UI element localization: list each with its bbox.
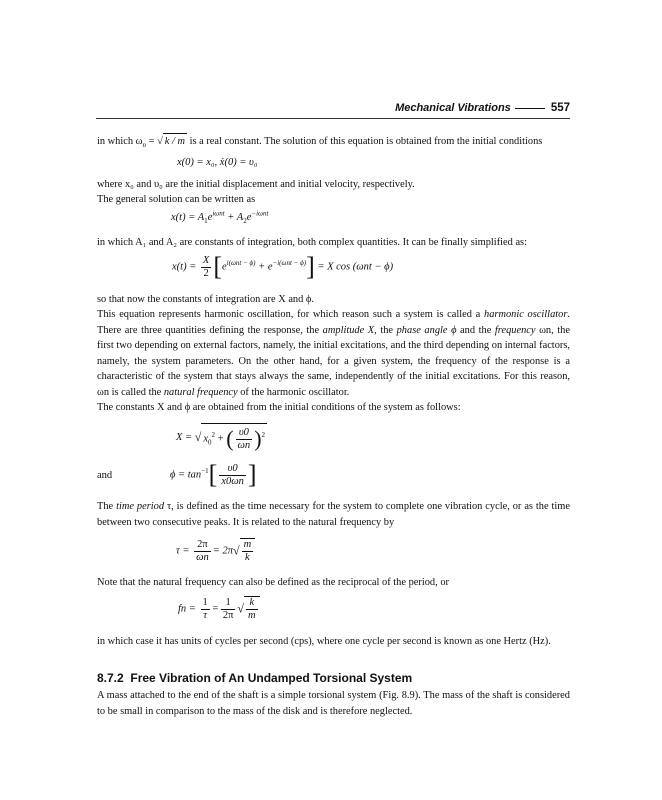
paragraph-11: A mass attached to the end of the shaft is a simple torsional system (Fig. 8.9). The mass of the shaft is considered to be small in comparison to the mass of the disk and is therefore neglected. [97,690,570,717]
eq7-lhs: fn = [178,603,196,615]
paragraph-2: where x₀ and υ₀ are the initial displacement and initial velocity, respectively. [97,179,415,190]
eq7-n2: 1 [225,596,231,608]
p6-c: , the [374,324,397,336]
eq3-lbracket: [ [213,252,222,281]
eq7-n1: 1 [202,596,208,608]
section-heading [97,671,412,685]
header-rule [515,108,545,109]
paragraph-4: in which A₁ and A₂ are constants of integration, both complex quantities. It can be finally simplified as: [97,237,527,248]
eq3-x1: i(ωnt − ϕ) [226,258,256,267]
paragraph-5: so that now the constants of integration are X and ϕ. [97,294,314,305]
paragraph-10: in which case it has units of cycles per second (cps), where one cycle per second is known as one Hertz (Hz). [97,636,551,647]
p6-e: ωn, the first two depending on external factors, namely, the initial excitations, and the third depending on internal factors, namely, the system parameters. On the other hand, for a given system, the frequency of the response is a characteristic of the system that stays always the same, independently of the initial excitations. For this reason, ωn is called the [97,324,570,398]
eq3-rbracket: ] [306,252,315,281]
equation-general-solution [171,209,269,226]
eq4-den: ωn [237,439,251,451]
eq7-eq: = [211,603,219,615]
p6-f: of the harmonic oscillator. [237,386,350,398]
header-title: Mechanical Vibrations [395,102,511,114]
eq5-and: and [97,470,113,481]
running-header [395,102,570,114]
equation-natural-frequency [178,596,260,622]
eq2-plus: + A [224,212,244,223]
eq6-den: ωn [196,551,209,563]
eq4-rparen: ) [254,426,262,451]
eq7-d1: τ [201,609,210,622]
p8-a: The [97,501,117,512]
p1-pre: in which ω [97,136,143,147]
p6-harmonic-oscillator: harmonic oscillator [484,309,568,320]
p1-km: k / m [164,136,185,147]
equation-simplified [172,254,393,280]
eq5-den: x0ωn [221,475,244,487]
section-number: 8.7.2 [97,671,124,685]
eq2-e2: e [246,212,252,223]
p8-b: τ, is defined as the time necessary for the system to complete one vibration cycle, or as the time between two consecutive peaks. It is related to the natural frequency by [97,501,570,528]
p1-mid: = √ [146,136,163,147]
eq3-t2: + e [258,261,273,273]
eq5-num: υ0 [227,462,238,474]
eq2-s1: 1 [204,217,208,226]
p8-time-period: time period [116,501,165,512]
p6-b: . There are three quantities defining the response, the [97,309,571,336]
eq5-rbracket: ] [247,460,257,489]
eq5-lhs: ϕ = tan [170,469,202,481]
eq6-sqrt-sign: √ [233,543,240,558]
eq6-rn: m [243,539,252,550]
eq5-sup: −1 [201,466,209,475]
eq4-a-sup: 2 [211,430,216,439]
eq6-num: 2π [197,538,208,550]
eq2-s2: 2 [243,217,247,226]
eq2-lhs: x(t) = A [171,212,205,223]
eq6-rd: k [242,551,254,564]
page-number: 557 [550,102,570,114]
p6-a: This equation represents harmonic oscillation, for which reason such a system is called a [97,309,485,320]
eq6-mid: = 2π [212,545,233,557]
paragraph-6 [97,307,570,400]
eq7-sqrt-sign: √ [237,601,245,616]
equation-period [176,538,255,564]
eq3-den: 2 [201,267,211,280]
eq4-plus: + [217,433,224,445]
header-divider [96,118,570,119]
eq7-rd: m [248,610,256,621]
p6-d: and the [456,324,495,336]
eq3-lhs: x(t) = [172,261,197,273]
p1-sub: n [142,141,147,150]
eq3-t1: e [222,261,227,273]
eq4-num: υ0 [238,426,249,438]
p6-amplitude: amplitude X [322,324,375,336]
eq4-lhs: X = [176,431,193,443]
eq4-lparen: ( [226,426,234,451]
p1-post: is a real constant. The solution of this equation is obtained from the initial conditions [186,136,543,147]
equation-phase [170,462,257,488]
eq3-rhs: = X cos (ωnt − ϕ) [317,261,394,273]
paragraph-8 [97,499,570,530]
sqrt-sign: √ [194,430,202,444]
eq4-a: x [203,433,209,445]
eq4-pow: 2 [261,430,266,439]
eq2-e1: e [207,212,213,223]
eq2-x1: iωnt [212,209,225,218]
eq4-a-sub: 0 [208,438,212,447]
paragraph-7: The constants X and ϕ are obtained from the initial conditions of the system as follows: [97,402,461,413]
eq7-rn: k [249,597,255,608]
p6-natural-frequency: natural frequency [163,386,238,398]
eq7-d2: 2π [222,609,234,621]
paragraph-1 [97,133,570,150]
paragraph-3: The general solution can be written as [97,194,256,205]
equation-initial-conditions: x(0) = x₀, ẋ(0) = υ₀ [177,157,258,168]
paragraph-9: Note that the natural frequency can also be defined as the reciprocal of the period, or [97,577,449,588]
p6-phase: phase angle ϕ [396,324,457,336]
equation-phase-label [97,470,112,481]
eq3-x2: −i(ωnt − ϕ) [272,258,307,267]
eq6-lhs: τ = [176,545,190,557]
equation-amplitude [176,423,267,452]
eq2-x2: −iωnt [251,209,269,218]
eq3-num: X [202,254,210,266]
section-title: Free Vibration of An Undamped Torsional System [130,671,413,685]
eq5-lbracket: [ [208,460,218,489]
p6-frequency: frequency [494,324,536,336]
